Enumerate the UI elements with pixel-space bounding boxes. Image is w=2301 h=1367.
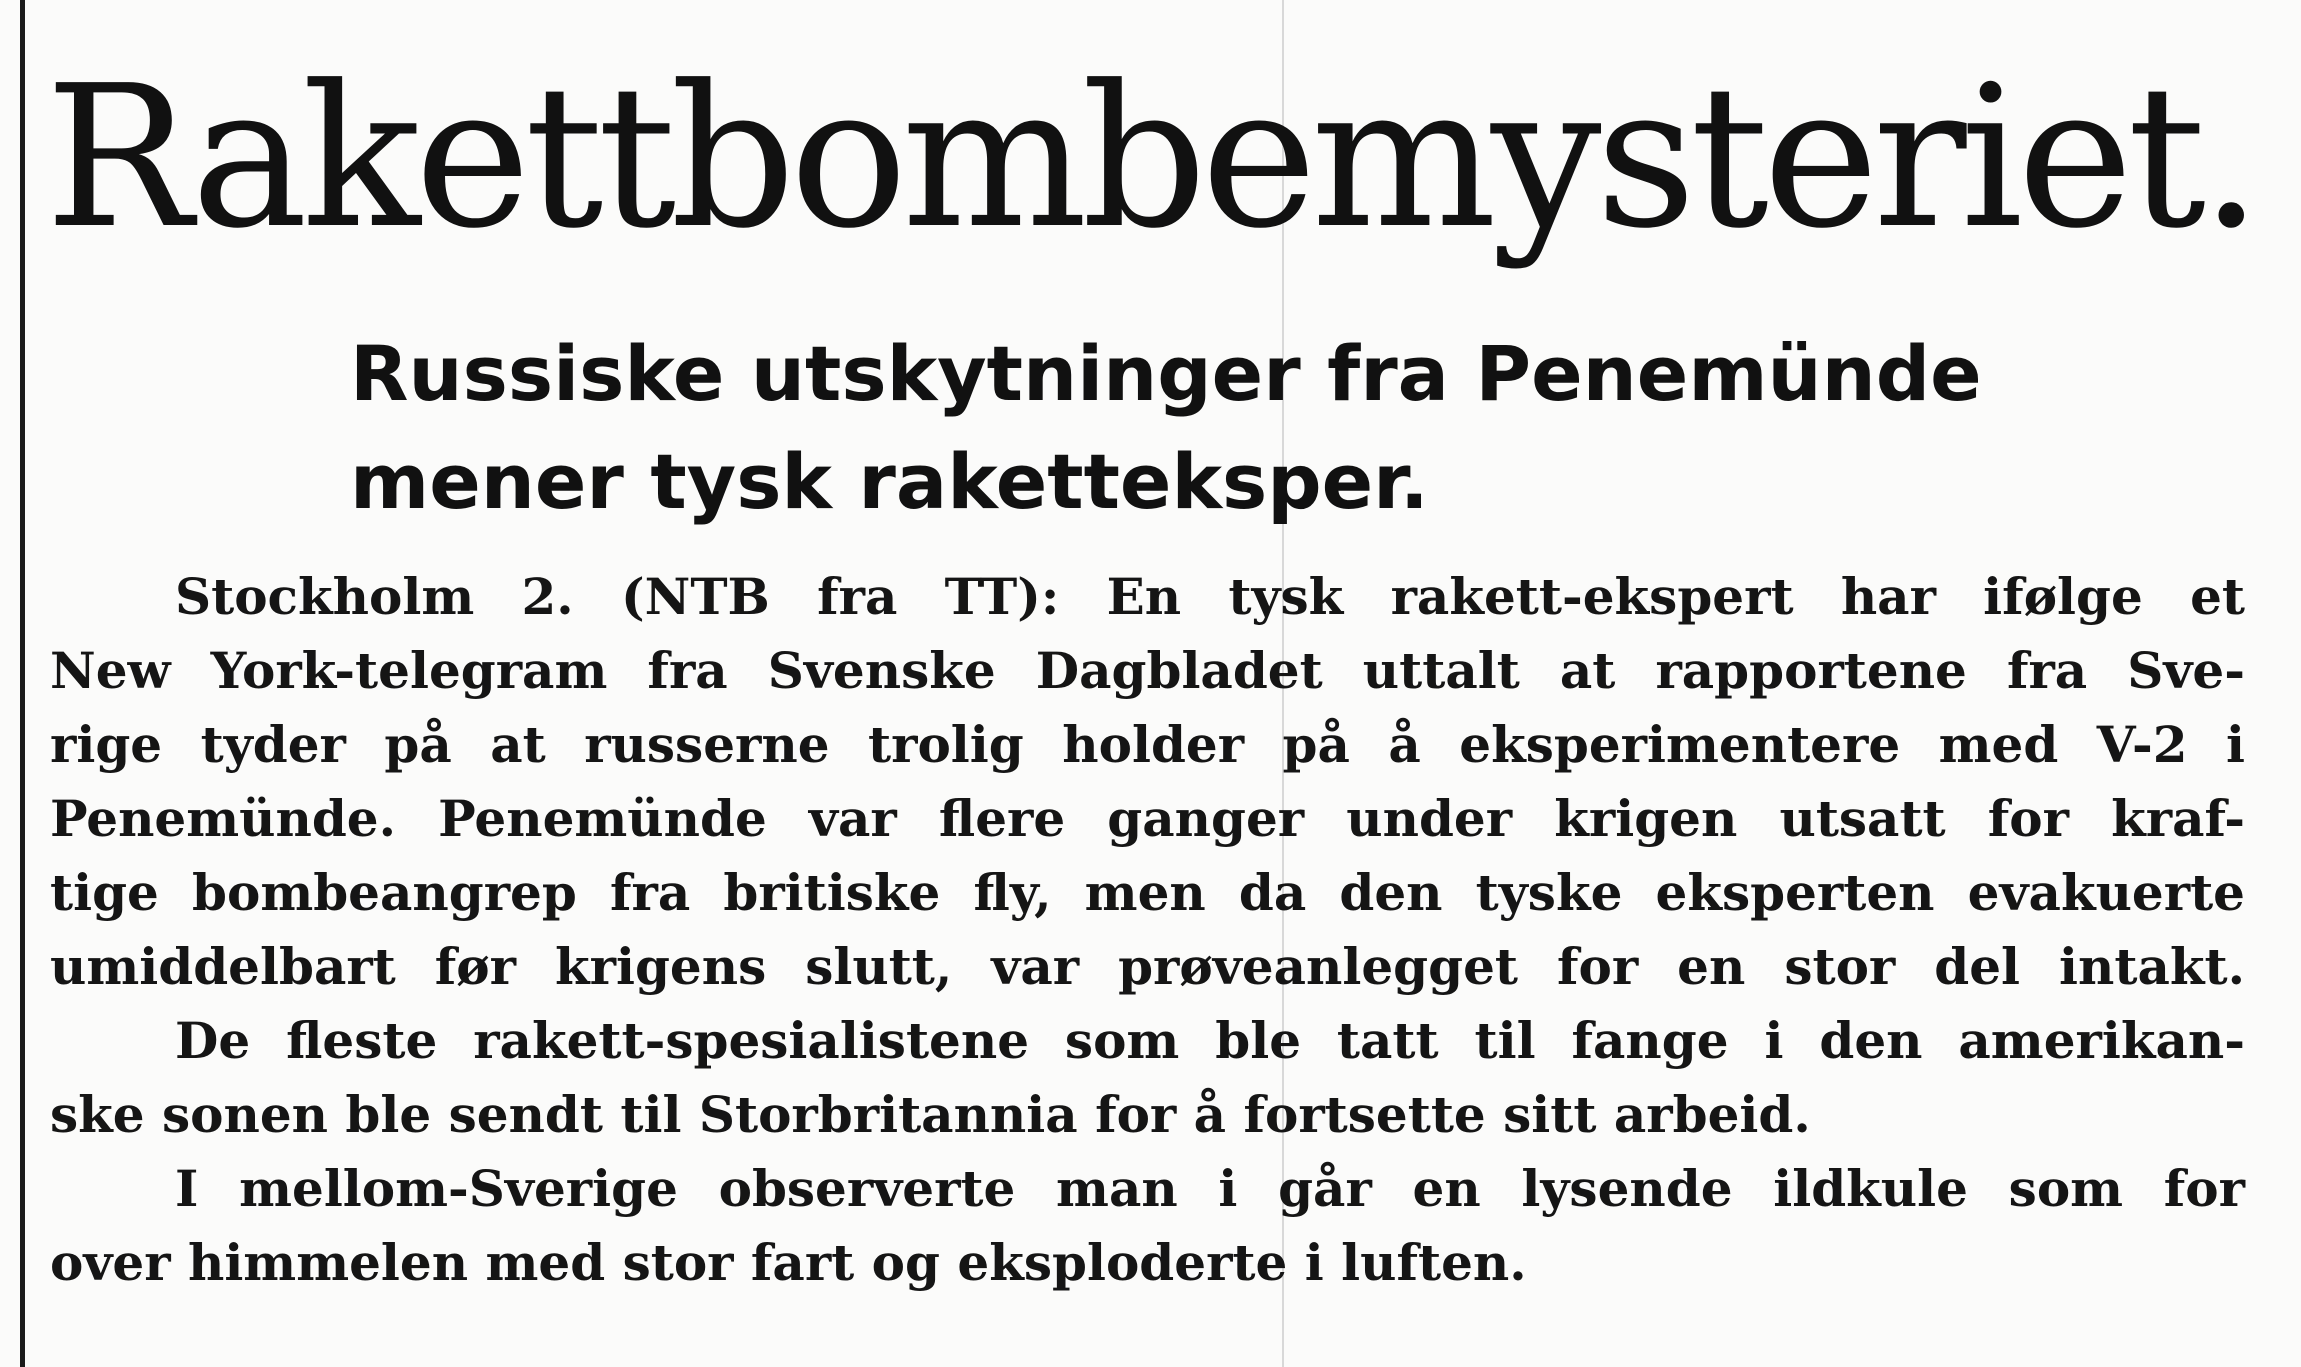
text-line: tige bombeangrep fra britiske fly, men da den tyske eksperten evakuerte bbox=[50, 863, 2245, 922]
text-line: New York-telegram fra Svenske Dagbladet uttalt at rapportene fra Sve- bbox=[50, 641, 2245, 700]
text-line: ske sonen ble sendt til Storbritannia for å fortsette sitt arbeid. bbox=[50, 1085, 1811, 1144]
subheadline bbox=[350, 320, 1982, 536]
paragraph bbox=[50, 1152, 2245, 1300]
subheadline-line: Russiske utskytninger fra Penemünde bbox=[350, 329, 1982, 418]
text-line: umiddelbart før krigens slutt, var prøveanlegget for en stor del intakt. bbox=[50, 937, 2245, 996]
article-body bbox=[50, 560, 2245, 1300]
text-line: Penemünde. Penemünde var flere ganger under krigen utsatt for kraf- bbox=[50, 789, 2245, 848]
headline: Rakettbombemysteriet. bbox=[45, 44, 2257, 272]
text-line: I mellom-Sverige observerte man i går en lysende ildkule som for bbox=[175, 1159, 2245, 1218]
column-rule bbox=[20, 0, 25, 1367]
text-line: Stockholm 2. (NTB fra TT): En tysk rakett-ekspert har ifølge et bbox=[175, 567, 2245, 626]
text-line: rige tyder på at russerne trolig holder på å eksperimentere med V-2 i bbox=[50, 715, 2245, 774]
paragraph bbox=[50, 1004, 2245, 1152]
subheadline-line: mener tysk raketteksper. bbox=[350, 437, 1429, 526]
paragraph bbox=[50, 560, 2245, 1004]
text-line: over himmelen med stor fart og eksploderte i luften. bbox=[50, 1233, 1527, 1292]
text-line: De fleste rakett-spesialistene som ble tatt til fange i den amerikan- bbox=[175, 1011, 2245, 1070]
